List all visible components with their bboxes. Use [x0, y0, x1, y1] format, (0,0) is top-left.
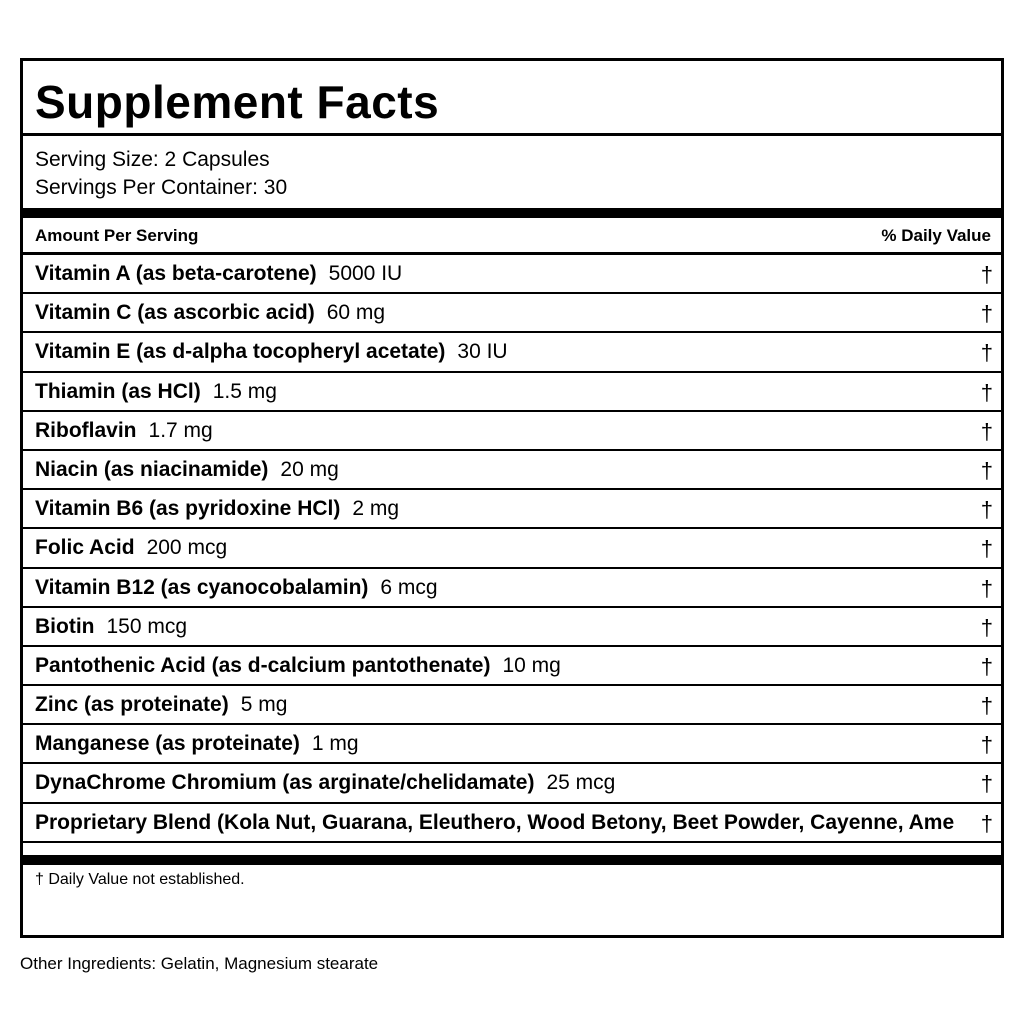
nutrient-name: Thiamin (as HCl)	[35, 379, 201, 403]
daily-value-mark: †	[980, 379, 993, 405]
footnote: † Daily Value not established.	[35, 871, 245, 888]
nutrient-row	[23, 764, 1001, 803]
bottom-divider	[23, 843, 1001, 865]
daily-value-mark: †	[980, 536, 993, 562]
nutrient-row	[23, 294, 1001, 333]
nutrient-name: DynaChrome Chromium (as arginate/chelidamate)	[35, 771, 535, 795]
nutrient-name: Vitamin B12 (as cyanocobalamin)	[35, 575, 369, 599]
daily-value-mark: †	[980, 614, 993, 640]
daily-value-mark: †	[980, 340, 993, 366]
nutrient-name: Folic Acid	[35, 536, 135, 560]
panel-title: Supplement Facts	[35, 76, 440, 128]
nutrient-amount: 200 mcg	[146, 536, 228, 560]
nutrient-name: Vitamin B6 (as pyridoxine HCl)	[35, 497, 341, 521]
nutrient-row	[23, 333, 1001, 372]
daily-value-mark: †	[980, 301, 993, 327]
nutrient-name: Vitamin A (as beta-carotene)	[35, 262, 317, 285]
nutrient-row	[23, 451, 1001, 490]
daily-value-mark: †	[980, 575, 993, 601]
daily-value-mark: †	[980, 810, 993, 836]
nutrient-name: Zinc (as proteinate)	[35, 693, 229, 717]
serving-size: Serving Size: 2 Capsules	[35, 148, 270, 171]
nutrient-row	[23, 608, 1001, 647]
nutrient-name: Vitamin C (as ascorbic acid)	[35, 301, 315, 325]
nutrient-amount: 1.7 mg	[148, 418, 213, 442]
nutrient-row	[23, 647, 1001, 686]
daily-value-mark: †	[980, 262, 993, 287]
nutrient-amount: 5000 IU	[328, 262, 403, 285]
nutrient-row	[23, 529, 1001, 568]
nutrient-amount: 60 mg	[326, 301, 386, 325]
amount-per-serving-header: Amount Per Serving	[35, 226, 199, 245]
servings-per-container: Servings Per Container: 30	[35, 176, 288, 199]
other-ingredients: Other Ingredients: Gelatin, Magnesium stearate	[20, 954, 379, 973]
nutrient-amount: 5 mg	[240, 693, 288, 717]
nutrient-name: Niacin (as niacinamide)	[35, 457, 269, 481]
nutrient-name: Riboflavin	[35, 418, 137, 442]
nutrient-row	[23, 255, 1001, 294]
daily-value-mark: †	[980, 693, 993, 719]
nutrient-row	[23, 569, 1001, 608]
nutrient-name: Biotin	[35, 614, 95, 638]
nutrient-amount: 6 mcg	[380, 575, 438, 599]
nutrient-name: Manganese (as proteinate)	[35, 732, 300, 756]
nutrient-amount: 150 mcg	[106, 614, 188, 638]
daily-value-mark: †	[980, 653, 993, 679]
column-header-row	[23, 218, 1001, 255]
nutrient-amount: 2 mg	[352, 497, 400, 521]
title-row	[23, 61, 1001, 136]
nutrient-amount: 20 mg	[280, 457, 339, 481]
nutrient-amount: 25 mcg	[546, 771, 616, 795]
daily-value-mark: †	[980, 457, 993, 483]
nutrient-amount: 30 IU	[457, 340, 508, 364]
nutrient-name: Proprietary Blend (Kola Nut, Guarana, Eleuthero, Wood Betony, Beet Powder, Cayenne, Ame	[35, 810, 955, 834]
daily-value-mark: †	[980, 771, 993, 797]
daily-value-mark: †	[980, 732, 993, 758]
nutrient-rows	[23, 255, 1001, 843]
nutrient-row	[23, 804, 1001, 843]
nutrient-amount: 10 mg	[502, 653, 561, 677]
nutrient-row	[23, 686, 1001, 725]
nutrient-name: Pantothenic Acid (as d-calcium pantothenate)	[35, 653, 491, 677]
supplement-facts-panel	[20, 58, 1004, 938]
serving-info	[23, 136, 1001, 218]
nutrient-row	[23, 373, 1001, 412]
nutrient-name: Vitamin E (as d-alpha tocopheryl acetate)	[35, 340, 446, 364]
daily-value-header: % Daily Value	[881, 226, 991, 245]
daily-value-mark: †	[980, 497, 993, 523]
nutrient-amount: 1 mg	[311, 732, 359, 756]
nutrient-amount: 1.5 mg	[212, 379, 277, 403]
nutrient-row	[23, 490, 1001, 529]
daily-value-mark: †	[980, 418, 993, 444]
nutrient-row	[23, 725, 1001, 764]
nutrient-row	[23, 412, 1001, 451]
